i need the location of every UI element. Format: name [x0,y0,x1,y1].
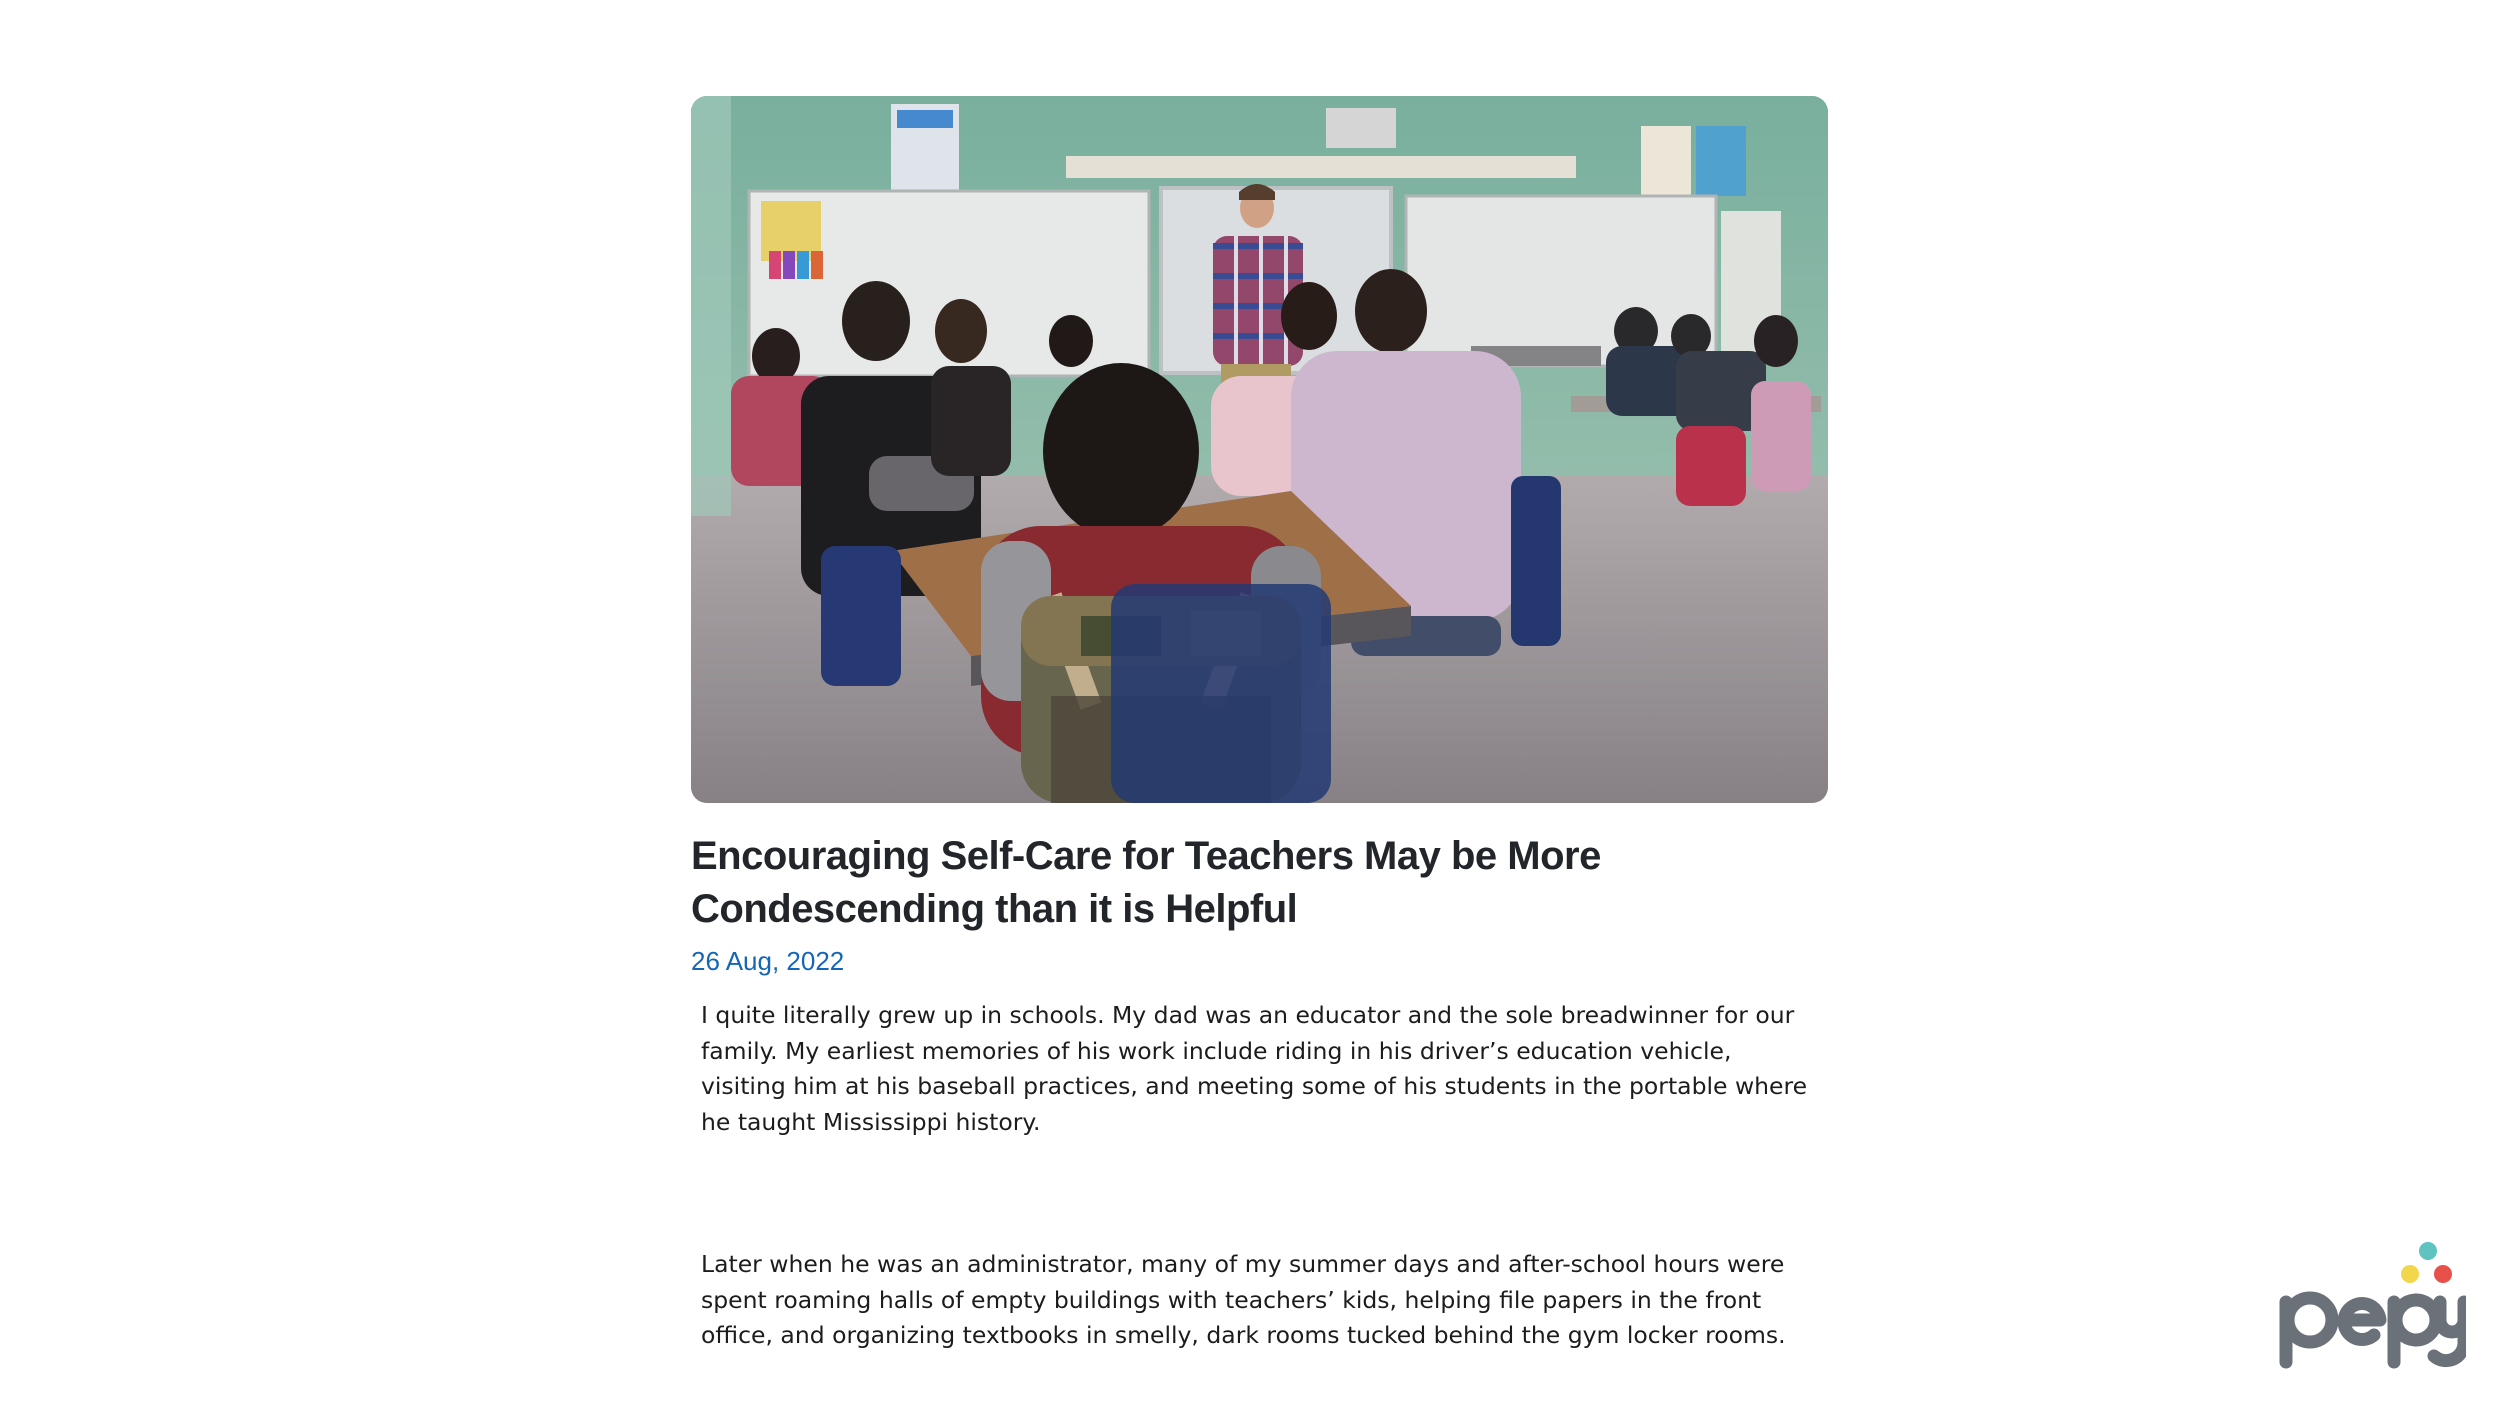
article-hero-image [691,96,1828,803]
logo-dot-yellow [2401,1265,2419,1283]
article-date: 26 Aug, 2022 [691,946,845,976]
article-paragraph: Later when he was an administrator, many of my summer days and after-school hours were spent roaming halls of empty buildings with teachers’ kids, helping file papers in the front office, and organizing textbooks in smelly, dark rooms tucked behind the gym locker rooms. [701,1250,1786,1349]
logo-dot-teal [2419,1242,2437,1260]
logo-dot-red [2434,1265,2452,1283]
pepy-logo [2276,1240,2466,1370]
blog-article [691,96,1828,1354]
article-title: Encouraging Self-Care for Teachers May be More Condescending than it is Helpful [691,834,1601,931]
article-body [701,998,1821,1354]
article-paragraph: I quite literally grew up in schools. My dad was an educator and the sole breadwinner for our family. My earliest memories of his work include riding in his driver’s education vehicle, visiting him at his baseball practices, and meeting some of his students in the portable where he taught Mississippi history. [701,1001,1808,1136]
